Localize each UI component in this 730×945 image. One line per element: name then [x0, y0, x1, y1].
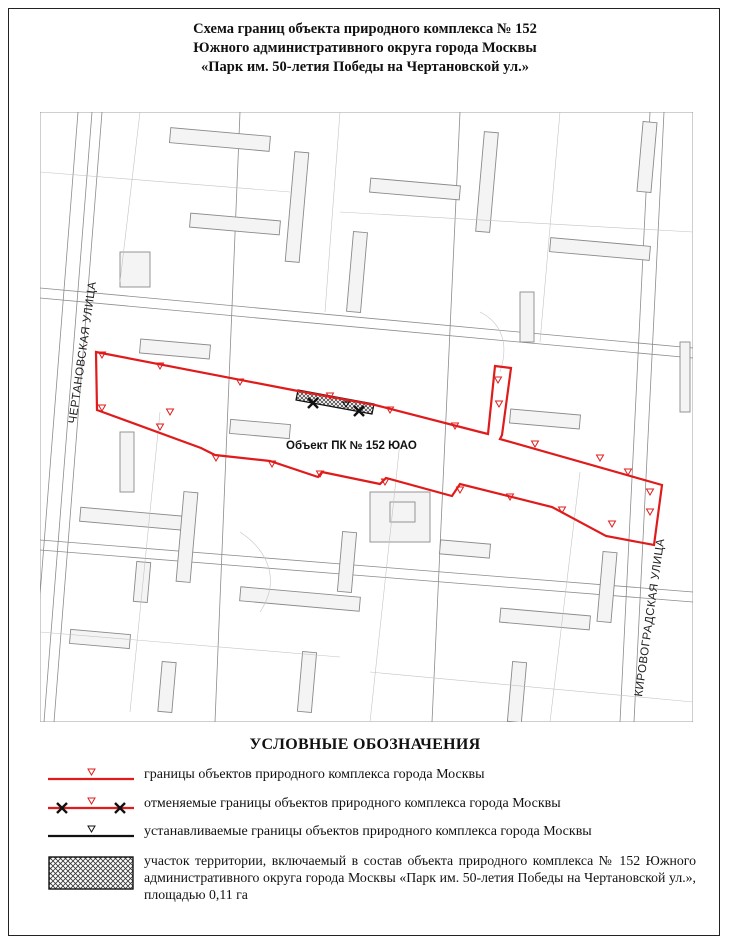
cancelled-boundary-line-icon: [48, 795, 134, 817]
map-area: [40, 112, 693, 722]
title-line-2: Южного административного округа города Москвы: [193, 40, 537, 56]
legend-text-established: устанавливаемые границы объектов природного комплекса города Москвы: [144, 824, 592, 839]
legend-text-existing: границы объектов природного комплекса города Москвы: [144, 767, 485, 782]
hatched-area-icon: [48, 856, 134, 890]
legend-text-hatched: участок территории, включаемый в состав объекта природного комплекса № 152 Южного административного округа города Москвы «Парк им. 50-летия Победы на Чертановской ул.», площадью 0,11 га: [144, 853, 696, 902]
established-boundary-line-icon: [48, 823, 134, 845]
object-label: Объект ПК № 152 ЮАО: [286, 440, 417, 452]
map-title: [0, 20, 730, 77]
legend-text-cancelled: отменяемые границы объектов природного комплекса города Москвы: [144, 796, 561, 811]
title-line-1: Схема границ объекта природного комплекса № 152: [193, 21, 537, 37]
title-line-3: «Парк им. 50-летия Победы на Чертановской ул.»: [201, 59, 529, 75]
red-boundary-line-icon: [48, 766, 134, 788]
street-label-chertanovskaya: ЧЕРТАНОВСКАЯ УЛИЦА: [67, 280, 99, 425]
legend-title: УСЛОВНЫЕ ОБОЗНАЧЕНИЯ: [249, 736, 481, 753]
street-label-kirovogradskaya: КИРОВОГРАДСКАЯ УЛИЦА: [633, 537, 668, 698]
